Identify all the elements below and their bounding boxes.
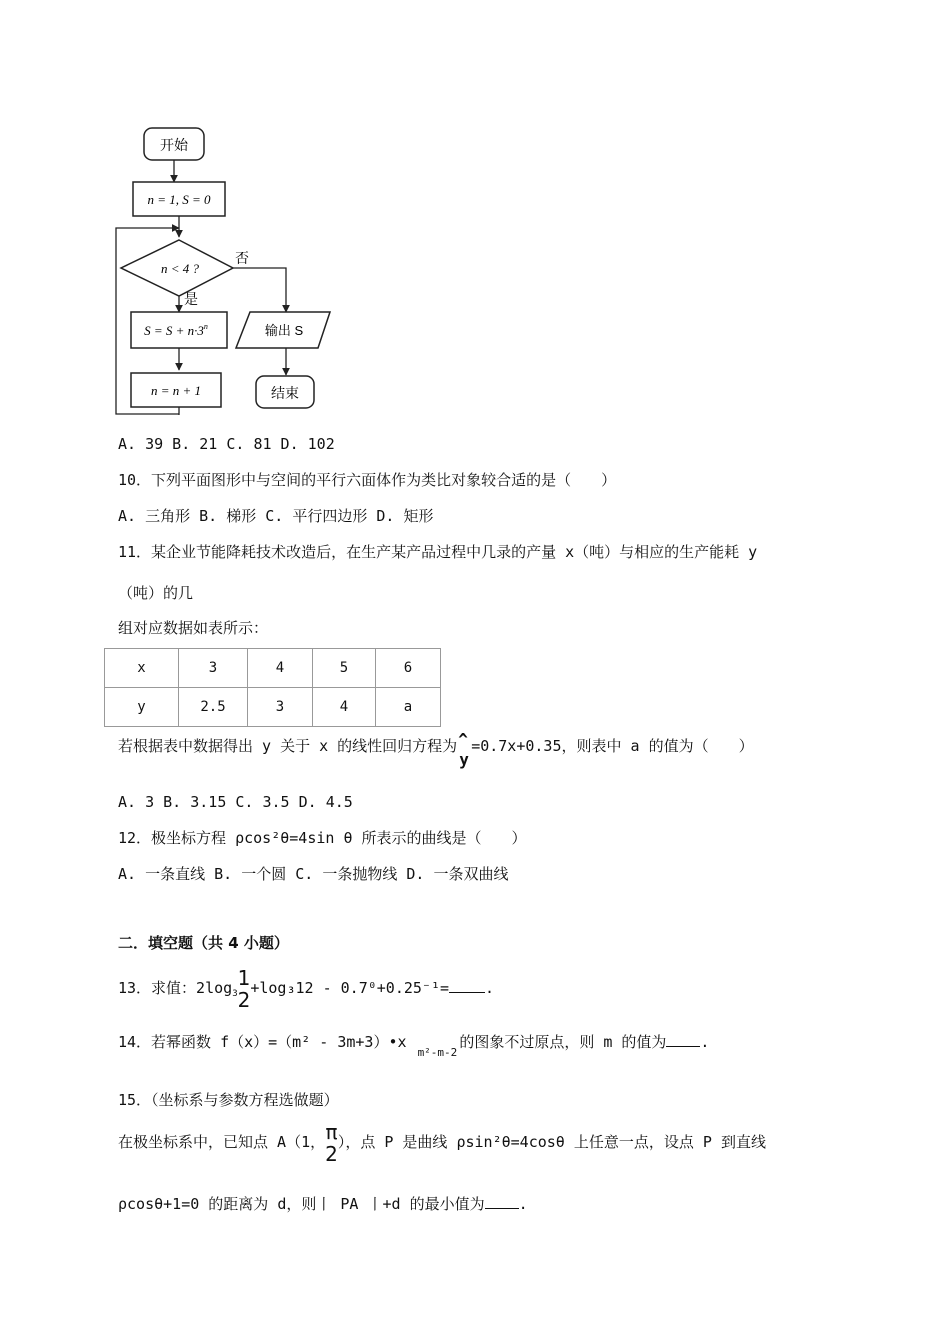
q15-frac-den: 2 (325, 1141, 338, 1166)
q14-exponent: m²-m-2 (417, 1046, 458, 1059)
condition-label: n < 4 ? (160, 261, 200, 276)
start-label: 开始 (160, 137, 188, 153)
q14-suffix: 的图象不过原点，则 m 的值为 (459, 1033, 667, 1051)
q11-regression-before: 若根据表中数据得出 y 关于 x 的线性回归方程为 (118, 737, 458, 755)
q15-line2-text: ρcosθ+1=0 的距离为 d，则丨 PA 丨+d 的最小值为 (118, 1195, 485, 1213)
answer-blank[interactable] (666, 1032, 700, 1047)
q9-options: A. 39 B. 21 C. 81 D. 102 (118, 435, 335, 453)
q13-suffix: +log₃12 - 0.7⁰+0.25⁻¹= (250, 979, 450, 997)
q13-frac-num: 1 (237, 965, 251, 990)
data-table (104, 648, 441, 727)
q11-stem-line3: 组对应数据如表所示： (118, 619, 269, 637)
q15-frac-num: π (325, 1119, 338, 1144)
table-cell: 3 (179, 649, 248, 688)
hat-symbol: ^ (458, 730, 468, 749)
answer-blank[interactable] (449, 978, 485, 993)
update-s-label: S = S + n·3 (144, 323, 204, 338)
q10-options: A. 三角形 B. 梯形 C. 平行四边形 D. 矩形 (118, 507, 434, 525)
q13 (118, 966, 494, 1010)
q15-fraction (325, 1121, 338, 1165)
q13-frac-den: 2 (237, 987, 251, 1012)
table-cell: 6 (376, 649, 441, 688)
q14 (118, 1032, 709, 1063)
init-label: n = 1, S = 0 (147, 192, 211, 207)
q15-line2 (118, 1194, 528, 1214)
table-cell: 2.5 (179, 688, 248, 727)
q11-stem-line1: 11．某企业节能降耗技术改造后，在生产某产品过程中几录的产量 x（吨）与相应的生产能耗 y (118, 543, 758, 561)
q12-options: A. 一条直线 B. 一个圆 C. 一条抛物线 D. 一条双曲线 (118, 865, 509, 883)
no-label: 否 (235, 250, 249, 266)
q11-regression (118, 730, 754, 769)
table-cell: 4 (248, 649, 313, 688)
table-cell: y (105, 688, 179, 727)
q13-prefix: 13．求值：2log (118, 979, 233, 997)
table-row (105, 688, 441, 727)
q11-options: A. 3 B. 3.15 C. 3.5 D. 4.5 (118, 793, 353, 811)
q10-stem: 10．下列平面图形中与空间的平行六面体作为类比对象较合适的是（ ） (118, 471, 617, 489)
q15-end: . (518, 1195, 528, 1213)
update-s-exponent: n (203, 322, 208, 331)
table-cell: 3 (248, 688, 313, 727)
section-title: 二．填空题（共 4 小题） (118, 934, 289, 952)
flowchart (108, 120, 348, 415)
q14-prefix: 14．若幂函数 f（x）=（m² - 3m+3）•x (118, 1033, 416, 1051)
table-cell: x (105, 649, 179, 688)
q15-line1-prefix: 在极坐标系中，已知点 A（1， (118, 1133, 326, 1151)
q12-stem: 12．极坐标方程 ρcos²θ=4sin θ 所表示的曲线是（ ） (118, 829, 527, 847)
answer-blank[interactable] (485, 1194, 519, 1209)
table-cell: 5 (313, 649, 376, 688)
q13-fraction (238, 967, 251, 1011)
output-label: 输出 S (264, 323, 304, 338)
q13-end: . (485, 979, 495, 997)
hat-variable: y (459, 750, 469, 769)
q15-line1 (118, 1120, 766, 1164)
q13-log-base: 3 (232, 989, 238, 999)
svg-text:S = S + n·3n (144, 322, 208, 338)
q15-line1-suffix: ），点 P 是曲线 ρsin²θ=4cosθ 上任意一点，设点 P 到直线 (337, 1133, 766, 1151)
q15-title: 15．（坐标系与参数方程选做题） (118, 1091, 339, 1109)
q14-end: . (700, 1033, 710, 1051)
q11-stem-line2: （吨）的几 (118, 584, 194, 602)
table-row (105, 649, 441, 688)
yes-label: 是 (184, 291, 198, 307)
increment-label: n = n + 1 (150, 383, 202, 398)
table-cell: 4 (313, 688, 376, 727)
q11-regression-after: =0.7x+0.35，则表中 a 的值为（ ） (471, 737, 754, 755)
table-cell: a (376, 688, 441, 727)
end-label: 结束 (271, 385, 299, 401)
